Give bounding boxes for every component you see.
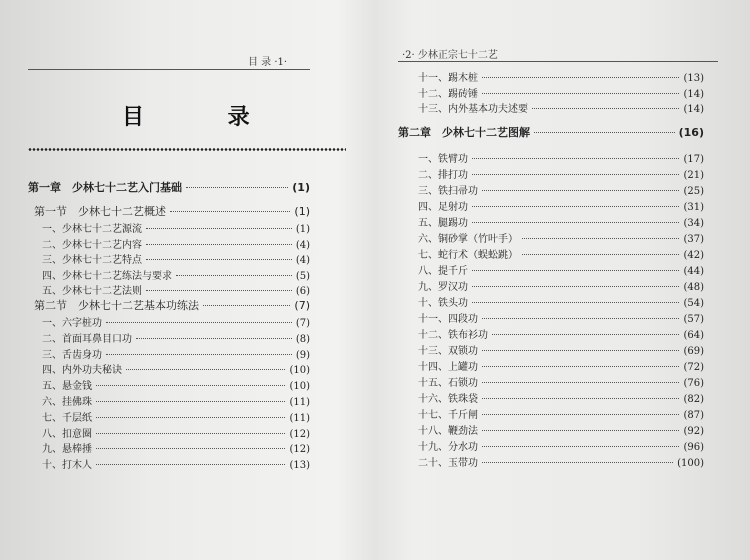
toc-entry bbox=[418, 358, 704, 372]
toc-entry bbox=[42, 314, 310, 328]
toc-page: (14) bbox=[683, 88, 704, 100]
toc-page: (87) bbox=[683, 410, 704, 421]
toc-entry bbox=[42, 440, 310, 454]
toc-label: 十八、鞭劲法 bbox=[418, 426, 478, 437]
toc-entry bbox=[42, 409, 310, 423]
toc-entry bbox=[418, 374, 704, 388]
toc-page: (12) bbox=[289, 444, 310, 456]
toc-page: (69) bbox=[683, 346, 704, 357]
toc-label: 十五、石锁功 bbox=[418, 378, 478, 389]
toc-page: (48) bbox=[683, 282, 704, 293]
toc-label: 八、扣意圈 bbox=[42, 428, 92, 440]
toc-page: (92) bbox=[683, 426, 704, 437]
toc-page: (5) bbox=[295, 270, 310, 282]
toc-entry bbox=[418, 214, 704, 228]
toc-label: 十二、踢砖锤 bbox=[418, 88, 478, 100]
toc-page: (7) bbox=[295, 318, 310, 329]
toc-entry bbox=[418, 342, 704, 356]
toc-label: 三、舌齿身功 bbox=[42, 349, 102, 361]
toc-entry bbox=[418, 454, 704, 468]
toc-page: (13) bbox=[289, 460, 310, 472]
toc-entry bbox=[418, 182, 704, 196]
toc-label: 十三、内外基本功夫述要 bbox=[418, 104, 528, 115]
toc-page: (64) bbox=[683, 330, 704, 341]
toc-page: (12) bbox=[289, 428, 310, 440]
toc-page: (13) bbox=[683, 73, 704, 84]
toc-label: 一、少林七十二艺源流 bbox=[42, 224, 142, 235]
toc-entry bbox=[418, 246, 704, 260]
toc-label: 四、内外功夫秘诀 bbox=[42, 365, 122, 377]
toc-label: 十九、分水功 bbox=[418, 442, 478, 453]
left-running-head: 目 录 ·1· bbox=[248, 57, 288, 68]
toc-label: 二、排打功 bbox=[418, 170, 468, 181]
toc-entry bbox=[42, 251, 310, 265]
left-header-rule bbox=[28, 69, 310, 70]
toc-page: (8) bbox=[295, 333, 310, 345]
toc-page: (82) bbox=[683, 394, 704, 405]
toc-entry bbox=[42, 330, 310, 344]
toc-page: (11) bbox=[289, 412, 310, 424]
toc-label: 四、足射功 bbox=[418, 202, 468, 213]
toc-entry bbox=[42, 220, 310, 234]
toc-entry bbox=[418, 230, 704, 244]
toc-chapter-1 bbox=[28, 179, 310, 193]
toc-label: 二、首面耳鼻目口功 bbox=[42, 333, 132, 345]
toc-entry bbox=[418, 85, 704, 99]
toc-section-2: 第二节 少林七十二艺基本功练法 (7) bbox=[34, 299, 310, 312]
toc-label: 九、罗汉功 bbox=[418, 282, 468, 293]
toc-entry bbox=[42, 346, 310, 360]
toc-label: 十三、双锁功 bbox=[418, 346, 478, 357]
toc-page: (10) bbox=[289, 381, 310, 393]
toc-page: (37) bbox=[683, 234, 704, 245]
right-running-head: ·2· 少林正宗七十二艺 bbox=[402, 50, 498, 61]
toc-entry bbox=[42, 393, 310, 407]
dotted-divider bbox=[28, 148, 346, 151]
toc-entry bbox=[42, 377, 310, 391]
toc-page: (4) bbox=[295, 255, 310, 267]
toc-entry bbox=[42, 425, 310, 439]
toc-page: (14) bbox=[683, 104, 704, 115]
toc-entry bbox=[418, 422, 704, 436]
toc-label: 六、挂佛珠 bbox=[42, 397, 92, 408]
toc-page: (31) bbox=[683, 202, 704, 213]
toc-entry bbox=[418, 438, 704, 452]
toc-entry bbox=[418, 310, 704, 324]
toc-label: 七、千层纸 bbox=[42, 412, 92, 424]
toc-page: (42) bbox=[683, 250, 704, 261]
toc-entry bbox=[418, 198, 704, 212]
toc-page: (96) bbox=[683, 442, 704, 453]
toc-entry bbox=[418, 166, 704, 180]
toc-label: 一、六字桩功 bbox=[42, 318, 102, 329]
toc-label: 六、铜砂掌（竹叶手） bbox=[418, 234, 518, 245]
toc-label: 八、提千斤 bbox=[418, 266, 468, 277]
toc-page: (57) bbox=[683, 314, 704, 325]
toc-page: (6) bbox=[295, 286, 310, 298]
toc-entry bbox=[418, 294, 704, 308]
toc-label: 十二、铁布衫功 bbox=[418, 330, 488, 341]
toc-label: 第一章 少林七十二艺入门基础 bbox=[28, 181, 182, 194]
toc-entry bbox=[42, 282, 310, 296]
toc-label: 四、少林七十二艺练法与要求 bbox=[42, 270, 172, 282]
toc-entry bbox=[418, 406, 704, 420]
toc-entry bbox=[418, 69, 704, 83]
toc-label: 十七、千斤闸 bbox=[418, 410, 478, 421]
toc-entry bbox=[418, 390, 704, 404]
toc-entry bbox=[42, 267, 310, 281]
toc-label: 十、打木人 bbox=[42, 460, 92, 472]
toc-label: 二十、玉带功 bbox=[418, 458, 478, 469]
toc-label: 七、蛇行术（蜈蚣跳） bbox=[418, 250, 518, 261]
toc-page: (17) bbox=[683, 154, 704, 165]
toc-entry bbox=[42, 236, 310, 250]
toc-page: (21) bbox=[683, 170, 704, 181]
toc-label: 二、少林七十二艺内容 bbox=[42, 239, 142, 251]
toc-entry bbox=[42, 361, 310, 375]
toc-label: 三、铁扫帚功 bbox=[418, 186, 478, 197]
page-title: 目 录 bbox=[122, 104, 288, 130]
toc-label: 十一、四段功 bbox=[418, 314, 478, 325]
toc-label: 十六、铁珠袋 bbox=[418, 394, 478, 405]
toc-page: (1) bbox=[295, 224, 310, 235]
toc-chapter-2: 第二章 少林七十二艺图解 (16) bbox=[398, 126, 704, 139]
toc-page: (9) bbox=[295, 349, 310, 361]
toc-entry bbox=[418, 262, 704, 276]
toc-entry bbox=[418, 278, 704, 292]
toc-entry bbox=[418, 100, 704, 114]
toc-page: (76) bbox=[683, 378, 704, 389]
toc-label: 九、悬棒捶 bbox=[42, 444, 92, 456]
toc-page: (11) bbox=[289, 397, 310, 408]
toc-page: (44) bbox=[683, 266, 704, 277]
toc-page: (34) bbox=[683, 218, 704, 229]
toc-page: (72) bbox=[683, 362, 704, 373]
toc-entry bbox=[418, 326, 704, 340]
toc-section-1: 第一节 少林七十二艺概述 (1) bbox=[34, 205, 310, 218]
toc-page: (10) bbox=[289, 365, 310, 377]
toc-entry bbox=[418, 150, 704, 164]
toc-entry bbox=[42, 456, 310, 470]
toc-page: (54) bbox=[683, 298, 704, 309]
toc-label: 一、铁臂功 bbox=[418, 154, 468, 165]
toc-page: (4) bbox=[295, 239, 310, 251]
toc-label: 五、少林七十二艺法则 bbox=[42, 286, 142, 298]
toc-label: 十四、上罐功 bbox=[418, 362, 478, 373]
toc-label: 十一、踢木桩 bbox=[418, 73, 478, 84]
toc-label: 三、少林七十二艺特点 bbox=[42, 255, 142, 267]
toc-page: (1) bbox=[292, 181, 310, 194]
right-header-rule bbox=[398, 61, 718, 62]
toc-label: 五、悬金钱 bbox=[42, 381, 92, 393]
toc-label: 五、腿踢功 bbox=[418, 218, 468, 229]
toc-label: 十、铁头功 bbox=[418, 298, 468, 309]
toc-page: (25) bbox=[683, 186, 704, 197]
toc-page: (100) bbox=[677, 458, 704, 469]
